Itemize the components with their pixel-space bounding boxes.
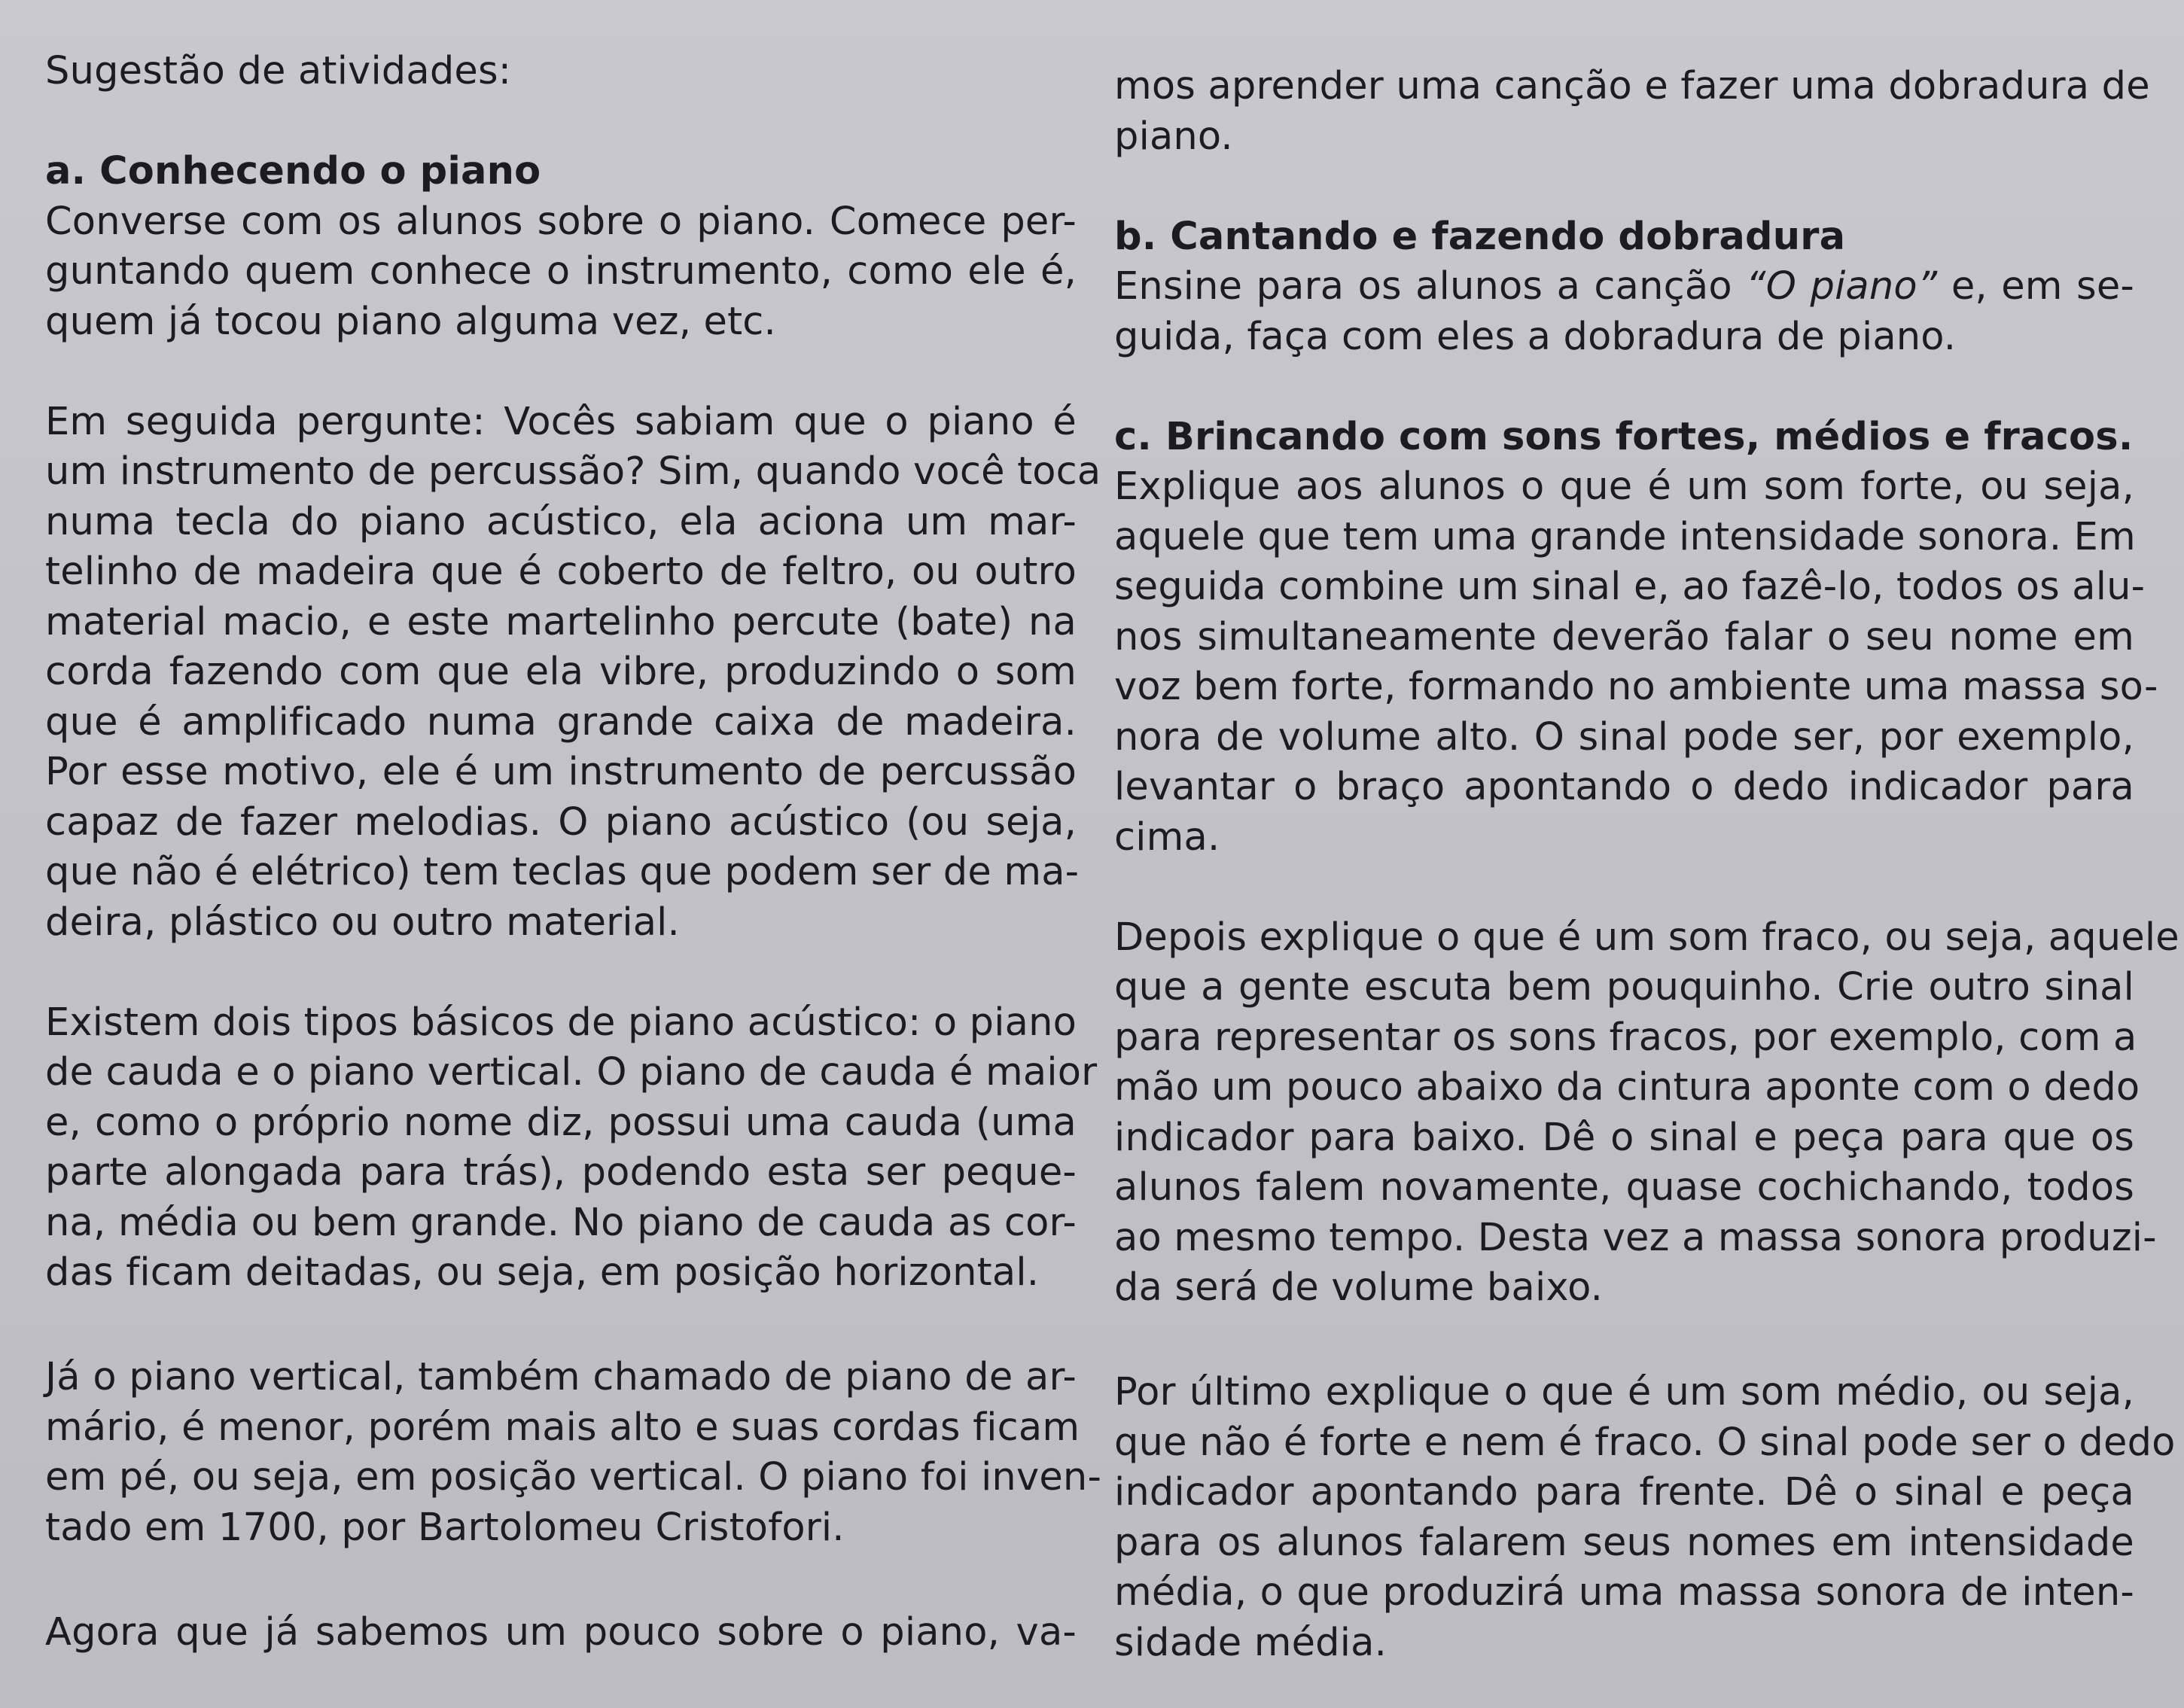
section-a-title: a. Conhecendo o piano: [45, 149, 541, 193]
text-line: alunos falem novamente, quase cochichando, todos: [1114, 1165, 2134, 1210]
section-a-paragraph-4: [45, 1353, 1102, 1553]
text-line: cima.: [1114, 814, 1220, 860]
text-line: mão um pouco abaixo da cintura aponte com o dedo: [1114, 1065, 2140, 1110]
text-line: piano.: [1114, 114, 1233, 159]
text-line: levantar o braço apontando o dedo indicador para: [1114, 765, 2134, 809]
text-line: Agora que já sabemos um pouco sobre o piano, va-: [45, 1609, 1077, 1655]
text-line: em pé, ou seja, em posição vertical. O piano foi inven-: [45, 1455, 1102, 1499]
right-column: [1114, 62, 2179, 1668]
text-line: guida, faça com eles a dobradura de piano.: [1114, 314, 1957, 359]
text-line: seguida combine um sinal e, ao fazê-lo, todos os alu-: [1114, 565, 2146, 609]
text-line: que é amplificado numa grande caixa de madeira.: [45, 699, 1077, 744]
text-fragment: e, em se-: [1937, 264, 2134, 309]
text-line: material macio, e este martelinho percute (bate) na: [45, 599, 1077, 644]
left-column: [45, 47, 1102, 1658]
text-line: que a gente escuta bem pouquinho. Crie outro sinal: [1114, 965, 2134, 1009]
section-a-paragraph-1: [45, 197, 1077, 348]
section-a-paragraph-2: [45, 397, 1101, 948]
text-line: Em seguida pergunte: Vocês sabiam que o piano é: [45, 399, 1077, 444]
section-b-title: b. Cantando e fazendo dobradura: [1114, 214, 1846, 259]
section-a-paragraph-5: [45, 1608, 1077, 1658]
text-line: nora de volume alto. O sinal pode ser, por exemplo,: [1114, 714, 2134, 760]
text-line: que não é elétrico) tem teclas que podem ser de ma-: [45, 850, 1080, 894]
text-line: capaz de fazer melodias. O piano acústico (ou seja,: [45, 799, 1077, 845]
section-a-paragraph-3: [45, 998, 1098, 1299]
text-line: Por esse motivo, ele é um instrumento de percussão: [45, 750, 1077, 794]
text-line: mos aprender uma canção e fazer uma dobradura de: [1114, 64, 2150, 108]
text-line: que não é forte e nem é fraco. O sinal pode ser o dedo: [1114, 1420, 2176, 1465]
text-line: [1114, 262, 2134, 312]
section-c-title: c. Brincando com sons fortes, médios e fracos.: [1114, 414, 2134, 459]
text-line: um instrumento de percussão? Sim, quando você toca: [45, 449, 1101, 494]
text-line: indicador apontando para frente. Dê o sinal e peça: [1114, 1470, 2134, 1515]
text-line: para os alunos falarem seus nomes em intensidade: [1114, 1520, 2134, 1565]
paragraph-continuation: [1114, 62, 2150, 162]
text-line: quem já tocou piano alguma vez, etc.: [45, 299, 776, 344]
text-line: Por último explique o que é um som médio, ou seja,: [1114, 1370, 2134, 1414]
text-line: Depois explique o que é um som fraco, ou seja, aquele: [1114, 915, 2179, 960]
text-line: nos simultaneamente deverão falar o seu nome em: [1114, 614, 2134, 659]
text-line: Explique aos alunos o que é um som forte, ou seja,: [1114, 464, 2134, 509]
text-line: deira, plástico ou outro material.: [45, 900, 680, 945]
text-line: sidade média.: [1114, 1620, 1387, 1665]
text-line: numa tecla do piano acústico, ela aciona um mar-: [45, 499, 1077, 544]
text-line: Existem dois tipos básicos de piano acústico: o piano: [45, 1000, 1077, 1045]
text-line: e, como o próprio nome diz, possui uma cauda (uma: [45, 1100, 1077, 1145]
activities-heading: Sugestão de atividades:: [45, 49, 512, 93]
section-b-paragraph: [1114, 262, 2134, 362]
section-c-paragraph-1: [1114, 462, 2158, 863]
text-line: da será de volume baixo.: [1114, 1265, 1604, 1310]
text-line: corda fazendo com que ela vibre, produzindo o som: [45, 650, 1077, 694]
text-line: mário, é menor, porém mais alto e suas cordas ficam: [45, 1405, 1080, 1450]
text-line: das ficam deitadas, ou seja, em posição horizontal.: [45, 1250, 1040, 1295]
text-line: na, média ou bem grande. No piano de cauda as cor-: [45, 1200, 1077, 1245]
text-line: Já o piano vertical, também chamado de piano de ar-: [45, 1355, 1077, 1399]
text-line: parte alongada para trás), podendo esta ser peque-: [45, 1150, 1077, 1195]
text-line: guntando quem conhece o instrumento, como ele é,: [45, 249, 1077, 294]
text-fragment: Ensine para os alunos a canção: [1114, 264, 1747, 309]
text-line: telinho de madeira que é coberto de feltro, ou outro: [45, 550, 1077, 594]
text-line: para representar os sons fracos, por exemplo, com a: [1114, 1015, 2137, 1060]
text-line: ao mesmo tempo. Desta vez a massa sonora produzi-: [1114, 1215, 2157, 1260]
text-line: média, o que produzirá uma massa sonora de inten-: [1114, 1570, 2134, 1615]
text-line: tado em 1700, por Bartolomeu Cristofori.: [45, 1505, 845, 1550]
text-line: indicador para baixo. Dê o sinal e peça para que os: [1114, 1115, 2134, 1160]
section-c-paragraph-3: [1114, 1368, 2176, 1668]
text-line: aquele que tem uma grande intensidade sonora. Em: [1114, 514, 2136, 559]
song-title: “O piano”: [1746, 264, 1938, 309]
section-c-paragraph-2: [1114, 913, 2179, 1314]
text-line: de cauda e o piano vertical. O piano de cauda é maior: [45, 1050, 1098, 1095]
text-line: voz bem forte, formando no ambiente uma massa so-: [1114, 665, 2158, 709]
text-line: Converse com os alunos sobre o piano. Comece per-: [45, 199, 1077, 244]
